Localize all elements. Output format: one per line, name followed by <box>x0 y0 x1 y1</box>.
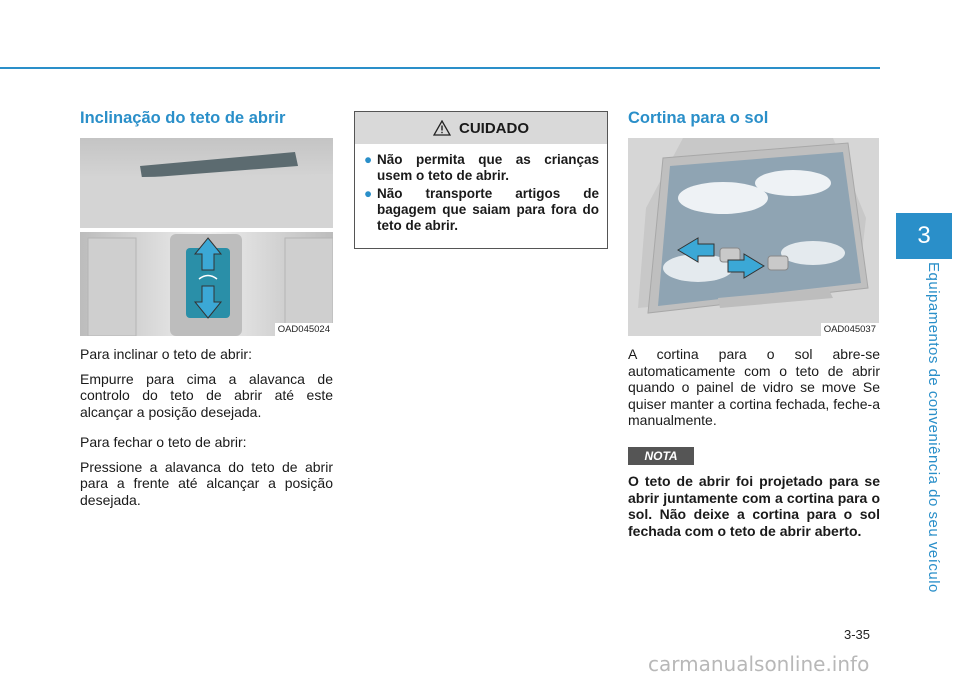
sunshade-illustration <box>628 138 879 336</box>
caution-list <box>355 152 607 234</box>
left-body-text <box>80 346 333 516</box>
paragraph: Para inclinar o teto de abrir: <box>80 346 252 362</box>
note-badge: NOTA <box>628 447 694 465</box>
bullet-icon: ● <box>364 186 373 201</box>
figure-code: OAD045024 <box>275 323 333 336</box>
page-number: 3-35 <box>844 627 871 642</box>
chapter-number: 3 <box>917 222 931 249</box>
paragraph: A cortina para o sol abre-se automaticamente com o teto de abrir quando o painel de vidro se move Se quiser manter a cortina fechada, feche-a manualmente. <box>628 346 880 428</box>
right-body-text <box>628 346 880 437</box>
watermark: carmanualsonline.info <box>648 652 870 676</box>
caution-item: ● Não transporte artigos de bagagem que saiam para fora do teto de abrir. <box>364 186 599 233</box>
paragraph: Pressione a alavanca do teto de abrir para a frente até alcançar a posição desejada. <box>80 458 333 508</box>
figure-sunshade <box>628 138 879 336</box>
chapter-title: Equipamentos de conveniência do seu veículo <box>925 262 942 593</box>
bullet-icon: ● <box>364 152 373 167</box>
top-rule <box>0 67 880 69</box>
figure-code: OAD045037 <box>821 323 879 336</box>
figure-sunroof-tilt <box>80 138 333 336</box>
caution-item: ● Não permita que as crianças usem o teto de abrir. <box>364 152 599 183</box>
paragraph: Empurre para cima a alavanca de controlo do teto de abrir até este alcançar a posição desejada. <box>80 370 333 420</box>
paragraph: Para fechar o teto de abrir: <box>80 434 247 450</box>
section-heading-tilt: Inclinação do teto de abrir <box>80 109 286 127</box>
caution-box <box>354 111 608 249</box>
sunroof-console-illustration <box>80 138 333 336</box>
section-heading-sunshade: Cortina para o sol <box>628 109 769 127</box>
caution-title: CUIDADO <box>459 119 529 137</box>
warning-triangle-icon <box>433 120 451 136</box>
chapter-tab <box>896 213 952 259</box>
caution-header <box>355 112 607 144</box>
note-text: O teto de abrir foi projetado para se abrir juntamente com a cortina para o sol. Não deixe a cortina para o sol fechada com o teto de abrir aberto. <box>628 473 880 539</box>
